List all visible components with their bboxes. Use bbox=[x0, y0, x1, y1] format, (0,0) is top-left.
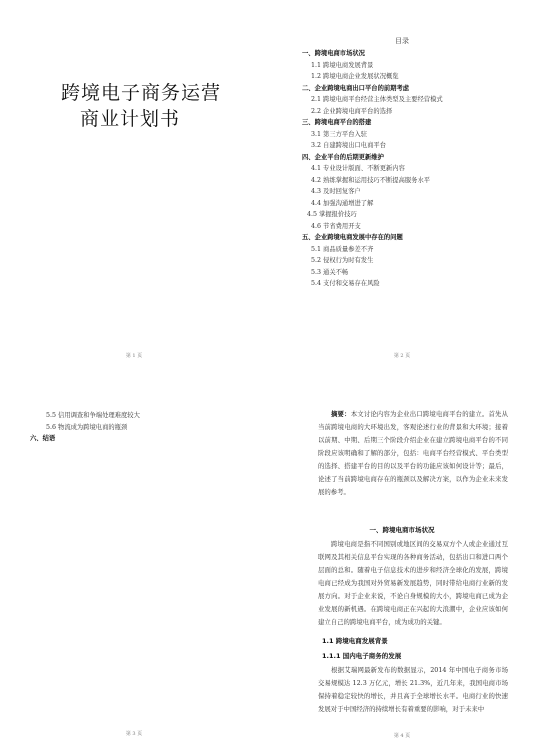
toc-list-continued bbox=[30, 410, 255, 445]
section-heading: 一、跨境电商市场状况 bbox=[369, 526, 435, 534]
page-number: 第 1 页 bbox=[125, 353, 143, 359]
cover-title-line-1: 跨境电子商务运营 bbox=[61, 82, 222, 104]
toc-section-heading: 六、结语 bbox=[30, 435, 56, 442]
toc-subsection-item: 4.1 专业设计版面、不断更新内容 bbox=[311, 165, 405, 172]
page-number: 第 2 页 bbox=[393, 353, 411, 359]
toc-subsection-item: 5.1 商品质量参差不齐 bbox=[311, 245, 374, 253]
toc-subsection-item: 5.2 侵权行为时有发生 bbox=[311, 257, 374, 264]
page-3-toc-continued bbox=[0, 378, 268, 756]
toc-section-heading: 三、跨境电商平台的搭建 bbox=[302, 119, 372, 126]
toc-subsection-item: 5.3 通关不畅 bbox=[311, 268, 349, 276]
toc-subsection-item: 3.2 自建跨境出口电商平台 bbox=[311, 142, 386, 149]
toc-subsection-item: 4.5 掌握报价技巧 bbox=[307, 211, 357, 218]
abstract-paragraph bbox=[318, 408, 508, 499]
subsection-heading: 1.1 跨境电商发展背景 bbox=[322, 637, 388, 645]
cover-title-line-2: 商业计划书 bbox=[80, 108, 181, 130]
page-1-cover bbox=[0, 0, 268, 378]
subsubsection-paragraph: 根据艾瑞网最新发布的数据显示，2014 年中国电子商务市场交易规模达 12.3 万亿元，增长 21.3%，近几年来，我国电商市场保持着稳定较快的增长，并且高于全球增长水平。电商行业的快速发展对于中国经济的持续增长有着重要的影响，对于未来中 bbox=[318, 666, 508, 713]
toc-subsection-item: 5.4 支付和交易存在风险 bbox=[311, 280, 380, 287]
toc-section-heading: 二、企业跨境电商出口平台的前期考虑 bbox=[302, 84, 410, 92]
toc-subsection-item: 5.5 信用调查和争端处理难度较大 bbox=[46, 412, 140, 419]
toc-section-heading: 四、企业平台的后期更新维护 bbox=[302, 153, 384, 161]
toc-subsection-item: 4.6 节省费用开支 bbox=[311, 222, 361, 230]
page-4-body bbox=[268, 378, 536, 756]
toc-subsection-item: 5.6 物流成为跨境电商的瓶颈 bbox=[46, 423, 128, 431]
page-number: 第 4 页 bbox=[393, 733, 411, 739]
subsubsection-heading: 1.1.1 国内电子商务的发展 bbox=[322, 652, 402, 660]
page-2-toc bbox=[268, 0, 536, 378]
toc-section-heading: 五、企业跨境电商发展中存在的问题 bbox=[302, 234, 403, 241]
toc-heading: 目录 bbox=[395, 37, 409, 45]
abstract-label: 摘要： bbox=[331, 410, 351, 418]
section-paragraph: 跨境电商是指不同国别或地区间的交易双方个人或企业通过互联网及其相关信息平台实现的各种商务活动，包括出口和进口两个层面的总和。随着电子信息技术的进步和经济全球化的发展，跨境电商已经成为我国对外贸易新发展趋势，同时带给电商行业新的发展方向。对于企业来说，不论自身规模的大小，跨境电商已成为企业发展的新机遇。在跨境电商正在兴起的大浪潮中，企业应该如何建立自己的跨境电商平台，成为成功的关键。 bbox=[318, 540, 508, 626]
abstract-text: 本文讨论内容为企业出口跨境电商平台的建立。首先从当前跨境电商的大环境出发，客观论述行业的背景和大环境；接着以前期、中期、后期三个阶段介绍企业在建立跨境电商平台的不同阶段应该明确和了解的部分，包括：电商平台经营模式、平台类型的选择、搭建平台的目的以及平台的功能应该如何设计等；最后，论述了当前跨境电商存在的瓶颈以及解决方案，以作为企业未来发展的参考。 bbox=[318, 410, 509, 496]
toc-list bbox=[302, 48, 527, 290]
page-number: 第 3 页 bbox=[125, 731, 143, 737]
toc-subsection-item: 1.2 跨境电商企业发展状况概览 bbox=[311, 73, 399, 80]
toc-subsection-item: 2.1 跨境电商平台经营主体类型及主要经营模式 bbox=[311, 96, 443, 103]
toc-subsection-item: 4.2 熟练掌握和运用技巧不断提高服务水平 bbox=[311, 176, 431, 184]
toc-subsection-item: 4.4 加强沟通增进了解 bbox=[311, 199, 374, 207]
toc-subsection-item: 2.2 企业跨境电商平台的选择 bbox=[311, 107, 393, 115]
toc-subsection-item: 3.1 第三方平台入驻 bbox=[311, 130, 368, 138]
toc-section-heading: 一、跨境电商市场状况 bbox=[302, 50, 365, 57]
toc-subsection-item: 4.3 及时回复客户 bbox=[311, 188, 361, 195]
toc-subsection-item: 1.1 跨境电商发展背景 bbox=[311, 61, 374, 69]
